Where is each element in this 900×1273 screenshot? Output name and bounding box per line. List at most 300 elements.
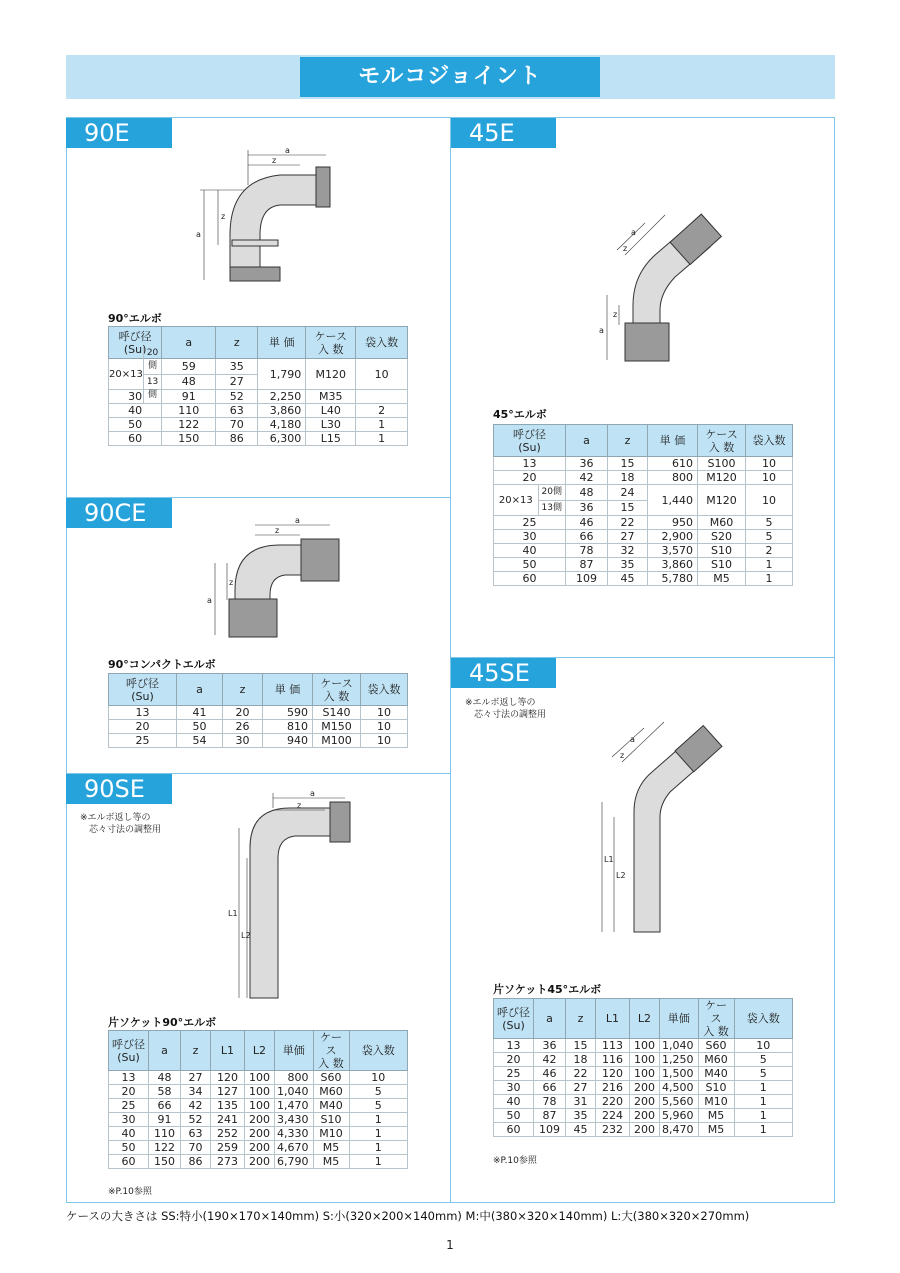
table-cell: 36	[534, 1039, 566, 1053]
table-cell: 100	[630, 1039, 660, 1053]
table-cell: 1	[746, 558, 793, 572]
table-cell: 1	[746, 572, 793, 586]
table-cell: 4,500	[660, 1081, 699, 1095]
table-row	[494, 572, 793, 586]
table-cell: 110	[162, 404, 216, 418]
table-cell: 122	[162, 418, 216, 432]
table-cell: 13	[494, 1039, 534, 1053]
table-cell: 116	[596, 1053, 630, 1067]
table-cell: 13	[494, 457, 566, 471]
dim-z-diagonal: z	[620, 751, 625, 760]
dim-z-diagonal: z	[623, 244, 628, 253]
table-cell: 24	[608, 485, 648, 501]
table-cell: 1	[734, 1081, 793, 1095]
diagram-90se	[225, 788, 365, 1008]
table-cell: 5,960	[660, 1109, 699, 1123]
table-header-cell: z	[181, 1031, 211, 1071]
table-cell: 224	[596, 1109, 630, 1123]
table-cell: 46	[534, 1067, 566, 1081]
table-cell: 4,330	[275, 1127, 314, 1141]
table-row	[494, 516, 793, 530]
table-cell: 66	[566, 530, 608, 544]
cell-size: 20×13 20側 13側	[109, 359, 162, 390]
table-cell: S60	[698, 1039, 734, 1053]
table-cell: 10	[349, 1071, 408, 1085]
table-cell: S10	[313, 1113, 349, 1127]
table-cell: 5	[734, 1067, 793, 1081]
table-cell: 1	[734, 1095, 793, 1109]
th-price: 単 価	[258, 327, 306, 359]
table-header-cell: 呼び径 (Su)	[494, 999, 534, 1039]
table-cell: 1	[734, 1123, 793, 1137]
table-cell: 5,780	[648, 572, 698, 586]
table-cell: 40	[109, 1127, 149, 1141]
table-cell: M120	[698, 485, 746, 516]
table-cell: 42	[181, 1099, 211, 1113]
table-cell: 200	[245, 1113, 275, 1127]
table-90e	[108, 326, 408, 446]
table-cell: 22	[608, 516, 648, 530]
subtitle-45e: 45°エルボ	[493, 408, 547, 421]
table-header-cell: 呼び径 (Su)	[109, 1031, 149, 1071]
table-cell: 1	[349, 1155, 408, 1169]
table-cell: 20×13 20側 13側	[494, 485, 566, 516]
table-cell: 10	[361, 734, 408, 748]
table-row	[494, 485, 793, 501]
table-cell: 45	[608, 572, 648, 586]
case-sizes-note: ケースの大きさは SS:特小(190×170×140mm) S:小(320×200×140mm) M:中(380×320×140mm) L:大(380×320×270mm)	[66, 1209, 750, 1223]
table-cell: 20	[223, 706, 263, 720]
table-cell: 122	[149, 1141, 181, 1155]
table-cell: M60	[313, 1085, 349, 1099]
table-cell: 259	[211, 1141, 245, 1155]
table-cell: 10	[734, 1039, 793, 1053]
table-row	[109, 1099, 408, 1113]
cell-a: 59	[162, 359, 216, 375]
table-cell: 50	[109, 418, 162, 432]
table-cell: 63	[216, 404, 258, 418]
th-bag: 袋入数	[356, 327, 408, 359]
table-header-cell: L1	[211, 1031, 245, 1071]
table-row	[494, 457, 793, 471]
dim-z-horizontal: z	[275, 526, 280, 535]
table-row	[494, 1067, 793, 1081]
table-cell: 45	[566, 1123, 596, 1137]
table-cell: 1,040	[660, 1039, 699, 1053]
table-cell: 48	[149, 1071, 181, 1085]
table-cell: L15	[306, 432, 356, 446]
table-cell: 150	[149, 1155, 181, 1169]
table-cell: 91	[149, 1113, 181, 1127]
table-cell: 36	[566, 500, 608, 516]
table-cell: 58	[149, 1085, 181, 1099]
table-cell: M35	[306, 390, 356, 404]
table-cell: 52	[181, 1113, 211, 1127]
table-cell: 66	[149, 1099, 181, 1113]
table-row	[494, 1039, 793, 1053]
table-cell: 42	[566, 471, 608, 485]
table-cell: 120	[211, 1071, 245, 1085]
table-row	[109, 706, 408, 720]
table-cell: 216	[596, 1081, 630, 1095]
table-cell: 2	[356, 404, 408, 418]
table-cell: 27	[566, 1081, 596, 1095]
table-cell: M120	[698, 471, 746, 485]
table-cell: 1	[734, 1109, 793, 1123]
dim-z-horizontal: z	[272, 156, 277, 165]
table-row	[494, 1095, 793, 1109]
table-cell: 70	[181, 1141, 211, 1155]
table-header-cell: ケース 入 数	[698, 425, 746, 457]
table-cell: 22	[566, 1067, 596, 1081]
tab-90e: 90E	[66, 118, 172, 148]
table-cell: 5,560	[660, 1095, 699, 1109]
table-cell: 2,250	[258, 390, 306, 404]
table-cell: 15	[608, 500, 648, 516]
table-cell: 78	[566, 544, 608, 558]
dim-z-vertical: z	[613, 310, 618, 319]
table-cell: 200	[245, 1141, 275, 1155]
table-cell: 32	[608, 544, 648, 558]
table-cell: 3,570	[648, 544, 698, 558]
table-cell: 5	[746, 530, 793, 544]
table-row	[109, 359, 408, 375]
table-row	[109, 1155, 408, 1169]
table-cell: 100	[630, 1067, 660, 1081]
table-cell: 30	[109, 390, 162, 404]
table-90ce	[108, 673, 408, 748]
table-cell: M5	[313, 1141, 349, 1155]
table-cell: 20	[109, 720, 177, 734]
table-cell: 86	[216, 432, 258, 446]
table-cell: 63	[181, 1127, 211, 1141]
table-cell: 800	[275, 1071, 314, 1085]
footnote-45se: ※P.10参照	[493, 1156, 537, 1166]
table-cell: 87	[534, 1109, 566, 1123]
table-cell: 4,670	[275, 1141, 314, 1155]
page-title: モルコジョイント	[300, 57, 600, 97]
dim-l1: L1	[604, 855, 614, 864]
table-cell: 36	[566, 457, 608, 471]
table-cell: S10	[698, 544, 746, 558]
table-cell: 120	[596, 1067, 630, 1081]
table-cell: 2	[746, 544, 793, 558]
table-cell: 5	[349, 1085, 408, 1099]
table-cell: 1	[349, 1113, 408, 1127]
table-cell: 100	[630, 1053, 660, 1067]
table-cell: 200	[245, 1127, 275, 1141]
table-cell: S20	[698, 530, 746, 544]
subtitle-90ce: 90°コンパクトエルボ	[108, 658, 216, 671]
table-header-cell: z	[566, 999, 596, 1039]
subtitle-90se: 片ソケット90°エルボ	[108, 1016, 217, 1029]
table-row	[109, 432, 408, 446]
table-cell: 1,440	[648, 485, 698, 516]
table-row	[494, 1123, 793, 1137]
cell-price: 1,790	[258, 359, 306, 390]
table-cell: 70	[216, 418, 258, 432]
table-cell: M100	[313, 734, 361, 748]
cell-case: M120	[306, 359, 356, 390]
table-cell: 18	[608, 471, 648, 485]
table-cell: 950	[648, 516, 698, 530]
table-cell: 25	[109, 1099, 149, 1113]
table-header-cell: ケース 入 数	[313, 1031, 349, 1071]
table-cell: M5	[313, 1155, 349, 1169]
table-cell: 41	[177, 706, 223, 720]
table-header-cell: L2	[245, 1031, 275, 1071]
table-header-cell: 単 価	[648, 425, 698, 457]
tab-90se: 90SE	[66, 774, 172, 804]
table-row	[109, 1113, 408, 1127]
table-header-cell: a	[566, 425, 608, 457]
subtitle-90e: 90°エルボ	[108, 312, 162, 325]
table-cell: 18	[566, 1053, 596, 1067]
dim-a-vertical: a	[207, 596, 212, 605]
table-row	[109, 1141, 408, 1155]
table-header-cell: 単 価	[263, 674, 313, 706]
table-cell: 52	[216, 390, 258, 404]
table-cell: 66	[534, 1081, 566, 1095]
table-row	[494, 530, 793, 544]
table-cell: 30	[494, 530, 566, 544]
table-cell: M60	[698, 1053, 734, 1067]
table-cell: M40	[698, 1067, 734, 1081]
table-cell: 42	[534, 1053, 566, 1067]
table-cell: 27	[608, 530, 648, 544]
table-cell: 800	[648, 471, 698, 485]
table-cell: 252	[211, 1127, 245, 1141]
dim-a-horizontal: a	[295, 516, 300, 525]
diagram-90ce	[205, 515, 345, 645]
table-cell: 200	[630, 1109, 660, 1123]
table-cell: 20	[494, 471, 566, 485]
table-cell: 273	[211, 1155, 245, 1169]
table-header-cell: ケース 入 数	[698, 999, 734, 1039]
dim-z-vertical: z	[229, 578, 234, 587]
table-cell: 10	[746, 457, 793, 471]
table-cell: 25	[494, 516, 566, 530]
table-cell: 30	[109, 1113, 149, 1127]
table-cell: 590	[263, 706, 313, 720]
table-cell: 30	[494, 1081, 534, 1095]
table-cell: 50	[177, 720, 223, 734]
table-cell: 78	[534, 1095, 566, 1109]
table-header-cell: 単価	[275, 1031, 314, 1071]
table-cell: 100	[245, 1099, 275, 1113]
dim-a-vertical: a	[599, 326, 604, 335]
table-cell: 40	[494, 544, 566, 558]
table-header-cell: z	[608, 425, 648, 457]
table-cell: S10	[698, 1081, 734, 1095]
table-cell: 3,430	[275, 1113, 314, 1127]
table-cell: 13	[109, 1071, 149, 1085]
dim-z-horizontal: z	[297, 801, 302, 810]
table-cell: 20	[109, 1085, 149, 1099]
table-cell: S10	[698, 558, 746, 572]
diagram-45e	[595, 205, 735, 370]
table-cell: 10	[746, 471, 793, 485]
table-cell: L30	[306, 418, 356, 432]
table-cell: 150	[162, 432, 216, 446]
cell-bag: 10	[356, 359, 408, 390]
table-cell: 1,040	[275, 1085, 314, 1099]
dim-z-vertical: z	[221, 212, 226, 221]
table-row	[494, 558, 793, 572]
table-header-cell: L1	[596, 999, 630, 1039]
table-header-cell: 袋入数	[746, 425, 793, 457]
table-cell: 10	[361, 706, 408, 720]
table-cell: M60	[698, 516, 746, 530]
table-cell: 25	[494, 1067, 534, 1081]
table-cell: 1,470	[275, 1099, 314, 1113]
th-case: ケース 入 数	[306, 327, 356, 359]
table-cell: 241	[211, 1113, 245, 1127]
table-cell: 60	[494, 572, 566, 586]
table-cell: 3,860	[648, 558, 698, 572]
table-header-cell: L2	[630, 999, 660, 1039]
tab-45e: 45E	[451, 118, 556, 148]
table-cell: 5	[746, 516, 793, 530]
cell-a: 48	[162, 374, 216, 390]
table-header-cell: a	[177, 674, 223, 706]
table-cell: 8,470	[660, 1123, 699, 1137]
table-header-cell: 単価	[660, 999, 699, 1039]
table-row	[494, 544, 793, 558]
table-row	[109, 734, 408, 748]
th-a: a	[162, 327, 216, 359]
table-cell: 200	[630, 1095, 660, 1109]
table-header-cell: a	[149, 1031, 181, 1071]
table-row	[494, 1081, 793, 1095]
table-cell: 31	[566, 1095, 596, 1109]
table-cell: 109	[566, 572, 608, 586]
table-cell: 200	[630, 1123, 660, 1137]
table-cell: 5	[734, 1053, 793, 1067]
table-cell: 1,500	[660, 1067, 699, 1081]
table-header-cell: 呼び径 (Su)	[109, 674, 177, 706]
table-cell: M40	[313, 1099, 349, 1113]
table-cell: 1	[349, 1127, 408, 1141]
dim-a-horizontal: a	[285, 146, 290, 155]
table-cell: 3,860	[258, 404, 306, 418]
page-number: 1	[446, 1238, 454, 1252]
table-cell: 50	[494, 1109, 534, 1123]
table-cell: 610	[648, 457, 698, 471]
table-cell: 127	[211, 1085, 245, 1099]
dim-a-vertical: a	[196, 230, 201, 239]
table-cell: 50	[494, 558, 566, 572]
table-cell: 26	[223, 720, 263, 734]
dim-a-diagonal: a	[630, 735, 635, 744]
table-cell: 54	[177, 734, 223, 748]
table-cell: 1	[349, 1141, 408, 1155]
table-row	[109, 1085, 408, 1099]
table-cell: 110	[149, 1127, 181, 1141]
table-cell: 30	[223, 734, 263, 748]
table-row	[494, 1109, 793, 1123]
table-cell: 20	[494, 1053, 534, 1067]
table-cell: 86	[181, 1155, 211, 1169]
table-cell: 91	[162, 390, 216, 404]
table-cell: 810	[263, 720, 313, 734]
table-cell: 4,180	[258, 418, 306, 432]
table-header-cell: 袋入数	[349, 1031, 408, 1071]
table-row	[494, 471, 793, 485]
table-cell: 25	[109, 734, 177, 748]
table-row	[109, 1071, 408, 1085]
table-cell: L40	[306, 404, 356, 418]
table-cell: 135	[211, 1099, 245, 1113]
table-row	[494, 1053, 793, 1067]
table-header-cell: 呼び径 (Su)	[494, 425, 566, 457]
table-cell: 109	[534, 1123, 566, 1137]
cell-z: 27	[216, 374, 258, 390]
table-cell: 113	[596, 1039, 630, 1053]
table-cell: 27	[181, 1071, 211, 1085]
table-cell: 87	[566, 558, 608, 572]
table-cell: M5	[698, 1123, 734, 1137]
subtitle-45se: 片ソケット45°エルボ	[493, 983, 602, 996]
note-45se: ※エルボ返し等の 芯々寸法の調整用	[465, 698, 547, 720]
tab-45se: 45SE	[451, 658, 556, 688]
table-cell: 40	[109, 404, 162, 418]
table-row	[109, 418, 408, 432]
table-cell: 220	[596, 1095, 630, 1109]
table-header-cell: a	[534, 999, 566, 1039]
diagram-90e	[190, 145, 330, 295]
diagram-45se	[592, 712, 732, 937]
dim-a-horizontal: a	[310, 789, 315, 798]
table-cell: 6,790	[275, 1155, 314, 1169]
table-45se	[493, 998, 793, 1137]
table-cell: M5	[698, 1109, 734, 1123]
table-header-cell: 袋入数	[734, 999, 793, 1039]
table-cell: 48	[566, 485, 608, 501]
table-row	[109, 404, 408, 418]
table-cell: S60	[313, 1071, 349, 1085]
table-cell: 35	[608, 558, 648, 572]
dim-l2: L2	[616, 871, 626, 880]
table-cell: M10	[313, 1127, 349, 1141]
table-cell: 10	[361, 720, 408, 734]
table-cell: 100	[245, 1085, 275, 1099]
cell-z: 35	[216, 359, 258, 375]
dim-l2: L2	[241, 931, 251, 940]
table-cell: 1	[356, 432, 408, 446]
table-row	[109, 720, 408, 734]
note-90se: ※エルボ返し等の 芯々寸法の調整用	[80, 813, 162, 835]
th-size: 呼び径 (Su)	[109, 327, 162, 359]
table-cell: M150	[313, 720, 361, 734]
table-row	[109, 1127, 408, 1141]
table-cell: 940	[263, 734, 313, 748]
table-cell: M10	[698, 1095, 734, 1109]
table-cell: M5	[698, 572, 746, 586]
table-cell	[356, 390, 408, 404]
dim-l1: L1	[228, 909, 238, 918]
table-cell: 6,300	[258, 432, 306, 446]
table-cell: 50	[109, 1141, 149, 1155]
table-header-cell: z	[223, 674, 263, 706]
table-cell: S100	[698, 457, 746, 471]
table-cell: 15	[566, 1039, 596, 1053]
dim-a-diagonal: a	[631, 228, 636, 237]
table-cell: 5	[349, 1099, 408, 1113]
table-cell: 15	[608, 457, 648, 471]
table-header-cell: ケース 入 数	[313, 674, 361, 706]
table-cell: 60	[109, 432, 162, 446]
